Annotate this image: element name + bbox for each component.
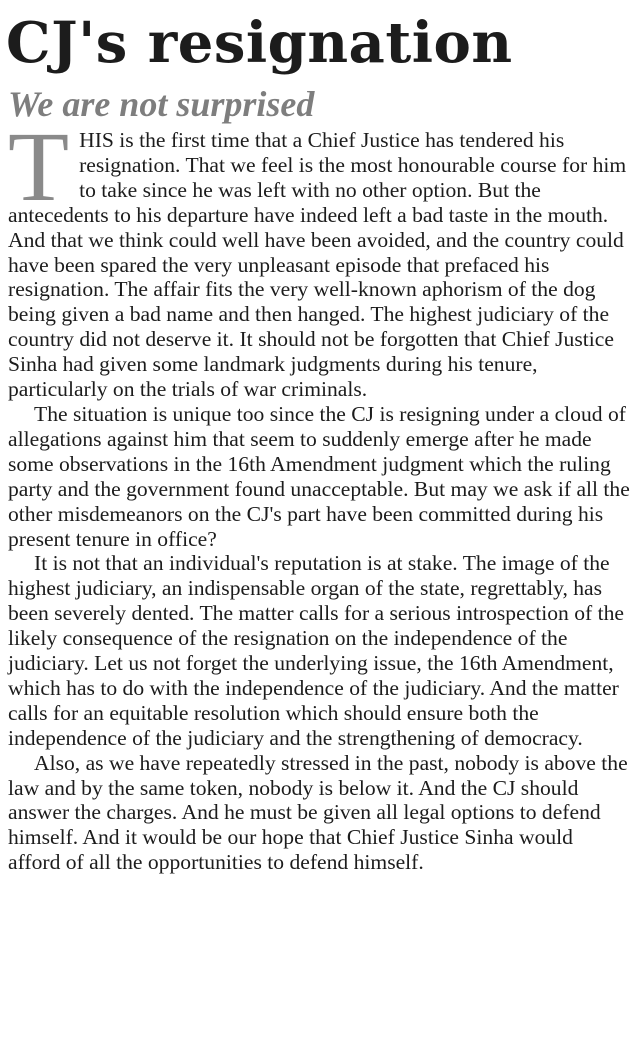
drop-cap: T bbox=[8, 111, 70, 222]
paragraph-3: It is not that an individual's reputation is at stake. The image of the highest judiciary, an indispensable organ of the state, regrettably, has been severely dented. The matter calls for a serious introspection of the likely consequence of the resignation on the independence of the judiciary. Let us not forget the underlying issue, the 16th Amendment, which has to do with the independence of the judiciary. And the matter calls for an equitable resolution which should ensure both the independence of the judiciary and the strengthening of democracy. bbox=[8, 551, 625, 750]
paragraph-2: The situation is unique too since the CJ is resigning under a cloud of allegations against him that seem to suddenly emerge after he made some observations in the 16th Amendment judgment which the ruling party and the government found unacceptable. But may we ask if all the other misdemeanors on the CJ's part have been committed during his present tenure in office? bbox=[8, 401, 630, 551]
headline: CJ's resignation bbox=[6, 10, 513, 76]
paragraph-4: Also, as we have repeatedly stressed in the past, nobody is above the law and by the same token, nobody is below it. And the CJ should answer the charges. And he must be given all legal options to defend himself. And it would be our hope that Chief Justice Sinha would afford of all the opportunities to defend himself. bbox=[8, 750, 628, 875]
article-body bbox=[8, 111, 630, 875]
paragraph-1 bbox=[8, 111, 630, 402]
subhead: We are not surprised bbox=[8, 84, 315, 124]
paragraph-1-text: HIS is the first time that a Chief Justice has tendered his resignation. That we feel is the most honourable course for him to take since he was left with no other option. But the antecedents to his departure have indeed left a bad taste in the mouth. And that we think could well have been avoided, and the country could have been spared the very unpleasant episode that prefaced his resignation. The affair fits the very well-known aphorism of the dog being given a bad name and then hanged. The highest judiciary of the country did not deserve it. It should not be forgotten that Chief Justice Sinha had given some landmark judgments during his tenure, particularly on the trials of war criminals. bbox=[8, 128, 627, 402]
